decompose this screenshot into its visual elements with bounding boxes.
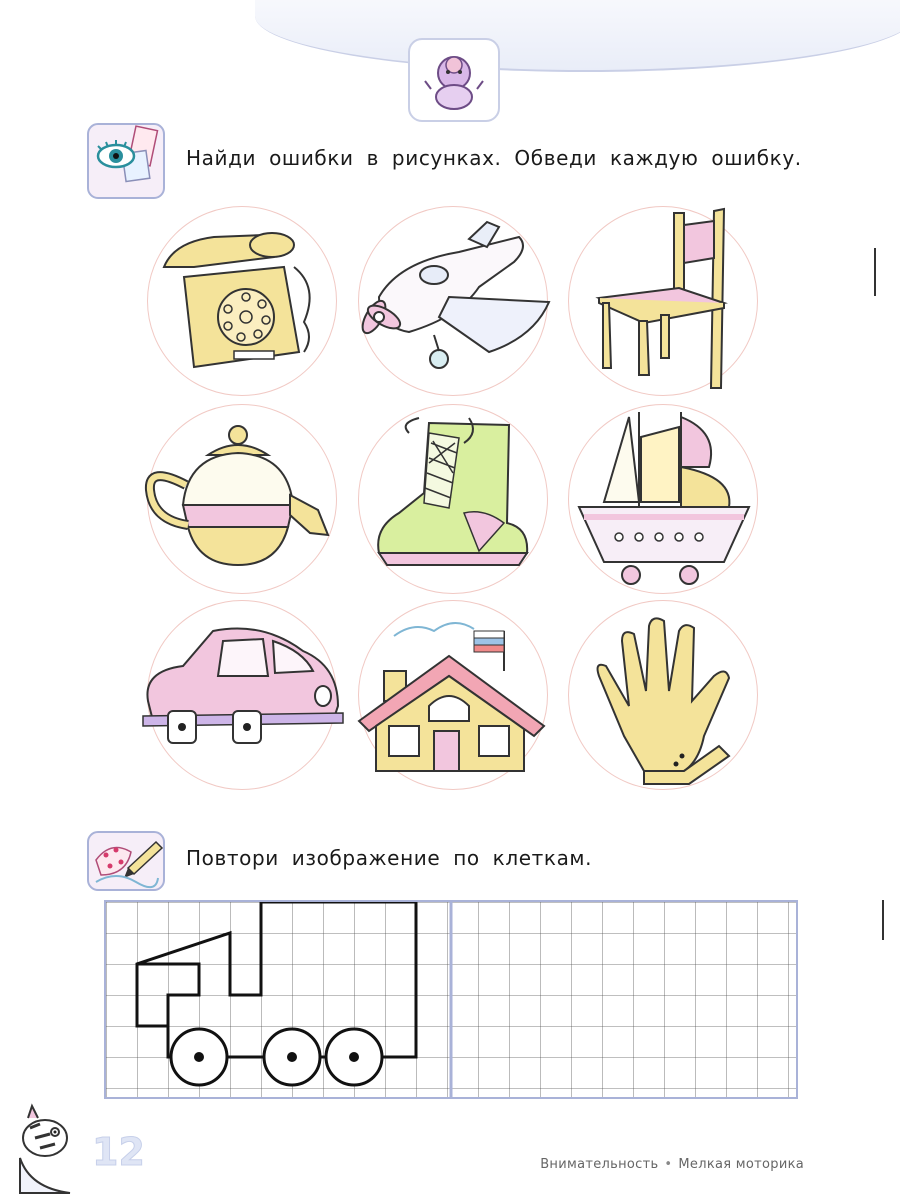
- section-badge: [408, 38, 500, 122]
- picture-telephone[interactable]: [147, 206, 337, 396]
- house-icon: [354, 611, 554, 781]
- glove-icon: [584, 606, 759, 786]
- margin-mark: [874, 248, 876, 296]
- picture-glove[interactable]: [568, 600, 758, 790]
- sailboat-icon: [569, 407, 759, 587]
- page-footer: [540, 1157, 804, 1172]
- footer-right: Мелкая моторика: [678, 1157, 804, 1172]
- grid-svg: [106, 902, 796, 1097]
- pencil-task-icon: [86, 822, 166, 900]
- margin-mark: [882, 900, 884, 940]
- picture-car[interactable]: [147, 600, 337, 790]
- task-2-icon-box: [86, 822, 166, 904]
- teapot-icon: [138, 415, 338, 575]
- page-number: 12: [92, 1130, 145, 1174]
- picture-teapot[interactable]: [147, 404, 337, 594]
- telephone-icon: [154, 227, 330, 377]
- task-1-icon-box: [86, 122, 166, 204]
- picture-boot[interactable]: [358, 404, 548, 594]
- picture-sailboat[interactable]: [568, 404, 758, 594]
- eye-task-icon: [86, 122, 166, 200]
- picture-airplane[interactable]: [358, 206, 548, 396]
- airplane-icon: [339, 217, 559, 377]
- boot-icon: [369, 413, 539, 583]
- chair-icon: [589, 203, 749, 393]
- footer-separator: •: [664, 1157, 673, 1172]
- clown-icon: [419, 45, 489, 115]
- picture-chair[interactable]: [568, 206, 758, 396]
- zebra-mascot-icon: [0, 1098, 95, 1198]
- picture-house[interactable]: [358, 600, 548, 790]
- task-2-instruction: Повтори изображение по клеткам.: [186, 846, 593, 870]
- top-decoration: [255, 0, 900, 72]
- task-1-instruction: Найди ошибки в рисунках. Обведи каждую ошибку.: [186, 146, 802, 170]
- car-icon: [133, 611, 348, 761]
- footer-left: Внимательность: [540, 1157, 659, 1172]
- drawing-grid[interactable]: [104, 900, 798, 1099]
